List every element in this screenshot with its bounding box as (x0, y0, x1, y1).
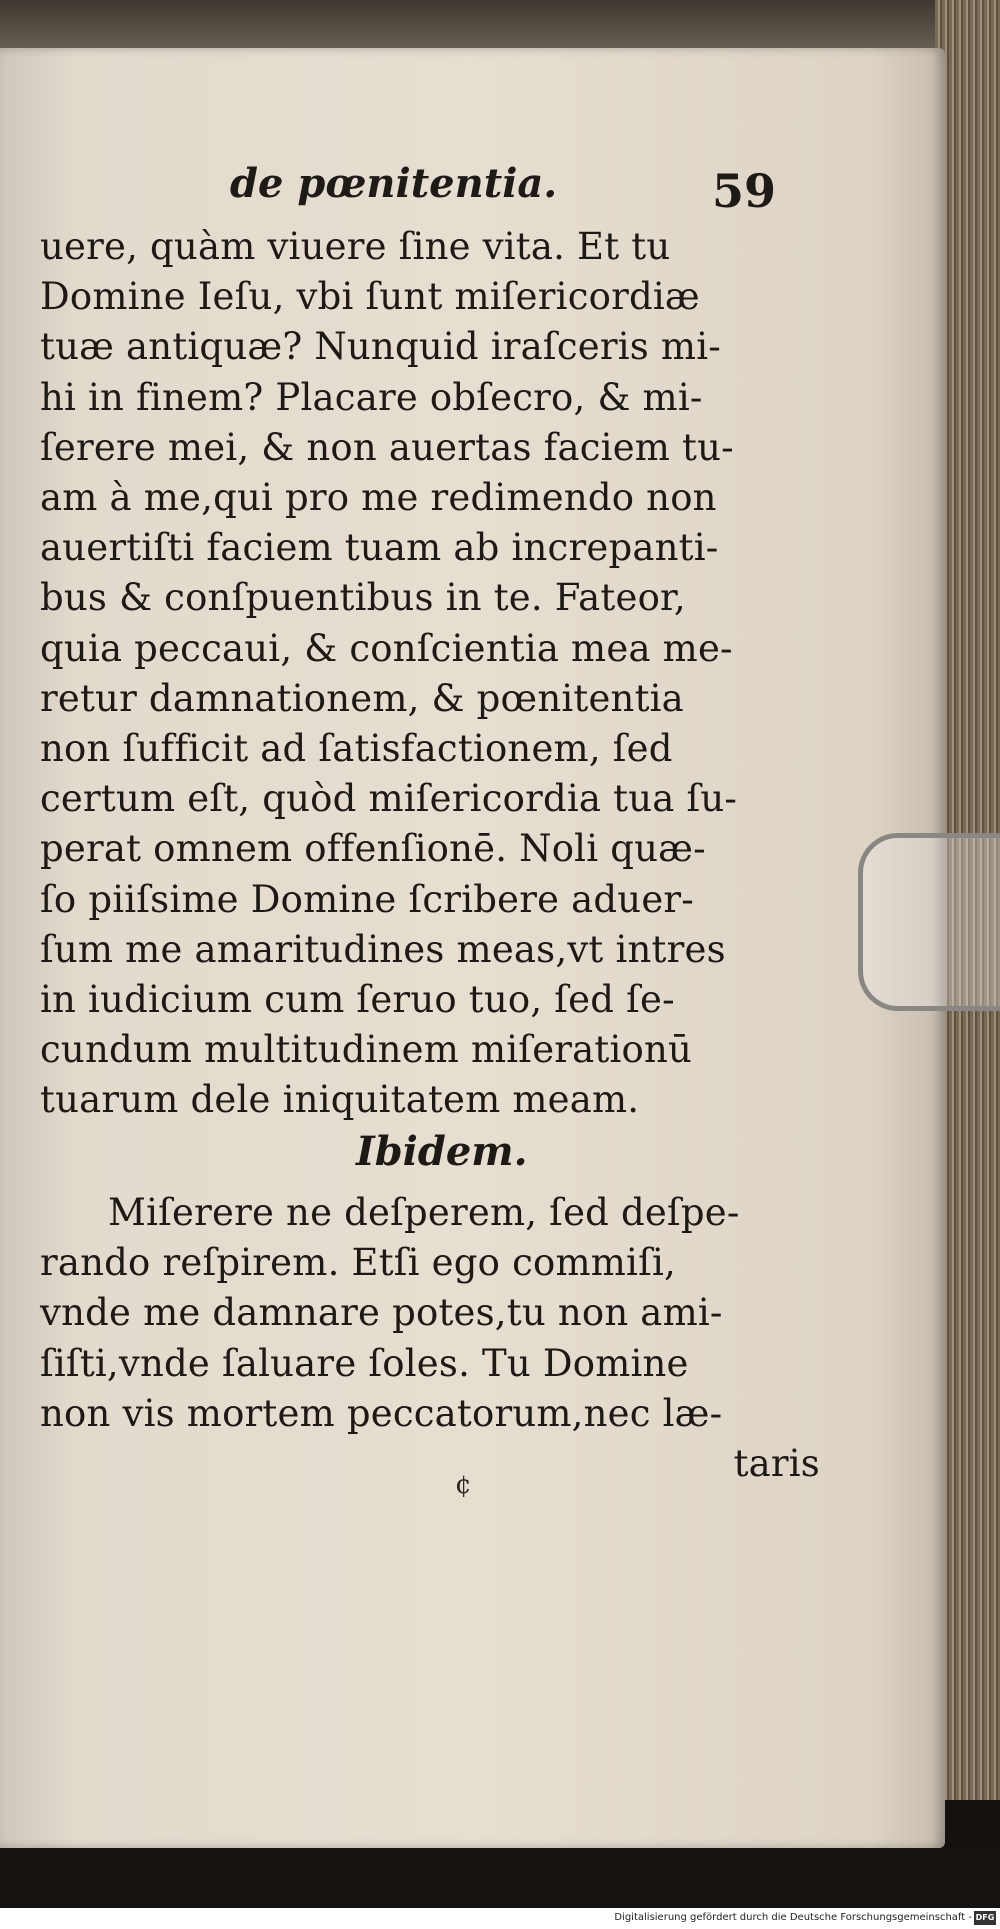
text-line: tuæ antiquæ? Nunquid iraſceris mi- (40, 325, 721, 369)
text-line: retur damnationem, & pœnitentia (40, 676, 684, 720)
page-number: 59 (712, 164, 777, 218)
opposite-page-edge (0, 0, 960, 55)
text-line: in iudicium cum ſeruo tuo, ſed ſe- (40, 978, 675, 1022)
text-line: non vis mortem peccatorum,nec læ- (40, 1391, 723, 1435)
text-line: hi in finem? Placare obſecro, & mi- (40, 375, 703, 419)
scan-bottom-band (0, 1848, 1000, 1908)
text-line: Miſerere ne deſperem, ſed deſpe- (108, 1191, 740, 1234)
text-line: non ſufficit ad ſatisfactionem, ſed (40, 727, 673, 771)
text-line: bus & conſpuentibus in te. Fateor, (40, 576, 686, 620)
text-line: Domine Ieſu, vbi ſunt miſericordiæ (40, 275, 700, 319)
text-line: ſiſti,vnde ſaluare ſoles. Tu Domine (40, 1341, 689, 1385)
text-line: rando reſpirem. Etſi ego commiſi, (40, 1241, 676, 1285)
dfg-logo: DFG (974, 1911, 996, 1925)
section-heading: Ibidem. (356, 1128, 528, 1175)
text-line: quia peccaui, & conſcientia mea me- (40, 626, 733, 670)
text-line: cundum multitudinem miſerationū (40, 1028, 693, 1072)
text-line: perat omnem offenſionē. Noli quæ- (40, 827, 706, 871)
catchword: taris (733, 1442, 820, 1486)
text-line: auertiſti faciem tuam ab increpanti- (40, 526, 719, 570)
paragraph-1 (40, 222, 820, 1126)
text-line: uere, quàm viuere ſine vita. Et tu (40, 225, 671, 268)
text-line: vnde me damnare potes,tu non ami- (40, 1291, 723, 1335)
running-head: de pœnitentia. (230, 160, 558, 207)
page-header (0, 160, 1000, 220)
text-line: tuarum dele iniquitatem meam. (40, 1078, 640, 1122)
text-line: am à me,qui pro me redimendo non (40, 476, 717, 520)
page-clip (858, 833, 1000, 1011)
text-line: ſo piiſsime Domine ſcribere aduer- (40, 877, 695, 921)
footer-bar (0, 1908, 1000, 1929)
text-line: certum eſt, quòd miſericordia tua ſu- (40, 777, 738, 821)
funding-credit: Digitalisierung gefördert durch die Deutsche Forschungsgemeinschaft - (614, 1912, 972, 1923)
text-line: ſerere mei, & non auertas faciem tu- (40, 425, 734, 469)
signature-mark: ¢ (455, 1470, 472, 1500)
paragraph-2 (40, 1188, 820, 1489)
text-line: ſum me amaritudines meas,vt intres (40, 927, 726, 971)
